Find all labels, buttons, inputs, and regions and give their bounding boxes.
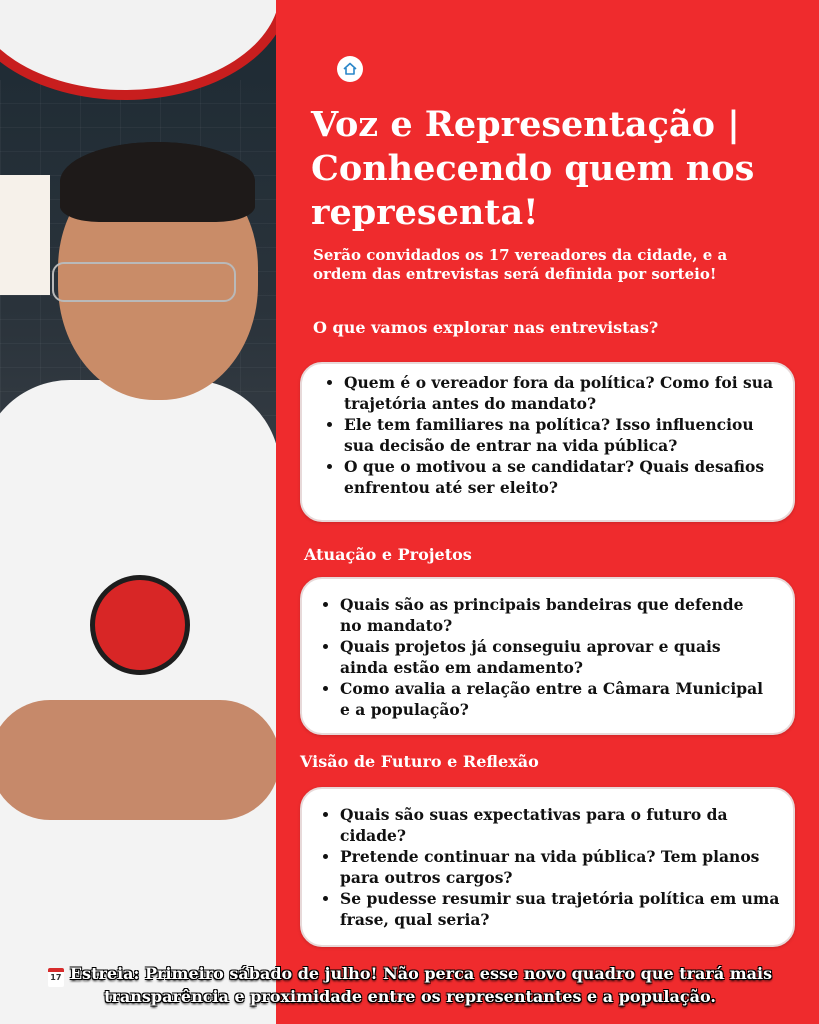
- glasses: [52, 262, 236, 302]
- page-subtitle: Serão convidados os 17 vereadores da cidade, e a ordem das entrevistas será definida por sorteio!: [313, 246, 728, 283]
- hair-top: [60, 142, 255, 222]
- crossed-arms: [0, 700, 276, 820]
- premiere-announcement: [40, 964, 780, 1007]
- host-photo: [0, 0, 276, 1024]
- list-item: • O que o motivou a se candidatar? Quais desafios enfrentou até ser eleito?: [344, 456, 774, 498]
- list-item: • Ele tem familiares na política? Isso influenciou sua decisão de entrar na vida pública?: [344, 414, 774, 456]
- list-item: • Quais são as principais bandeiras que defende no mandato?: [340, 594, 770, 636]
- list-item: • Quem é o vereador fora da política? Como foi sua trajetória antes do mandato?: [344, 372, 774, 414]
- questions-card-future: [300, 787, 795, 947]
- list-item: • Quais são suas expectativas para o futuro da cidade?: [340, 804, 780, 846]
- section-heading-future: Visão de Futuro e Reflexão: [300, 752, 539, 771]
- list-item: • Pretende continuar na vida pública? Tem planos para outros cargos?: [340, 846, 780, 888]
- page-title: Voz e Representação | Conhecendo quem nos representa!: [311, 104, 755, 233]
- calendar-icon: 17: [48, 968, 64, 987]
- questions-card-projects: [300, 577, 795, 735]
- list-item: • Quais projetos já conseguiu aprovar e quais ainda estão em andamento?: [340, 636, 770, 678]
- section-heading-projects: Atuação e Projetos: [304, 545, 472, 564]
- section-heading-explore: O que vamos explorar nas entrevistas?: [313, 318, 659, 337]
- premiere-text: Estreia: Primeiro sábado de julho! Não perca esse novo quadro que trará mais transparência e proximidade entre os representantes e a população.: [69, 964, 773, 1006]
- home-icon-glyph: [342, 61, 358, 77]
- questions-card-explore: [300, 362, 795, 522]
- list-item: • Como avalia a relação entre a Câmara Municipal e a população?: [340, 678, 770, 720]
- shirt-logo-badge: [90, 575, 190, 675]
- poster-decoration: [0, 175, 50, 295]
- list-item: • Se pudesse resumir sua trajetória política em uma frase, qual seria?: [340, 888, 780, 930]
- home-icon: [337, 56, 363, 82]
